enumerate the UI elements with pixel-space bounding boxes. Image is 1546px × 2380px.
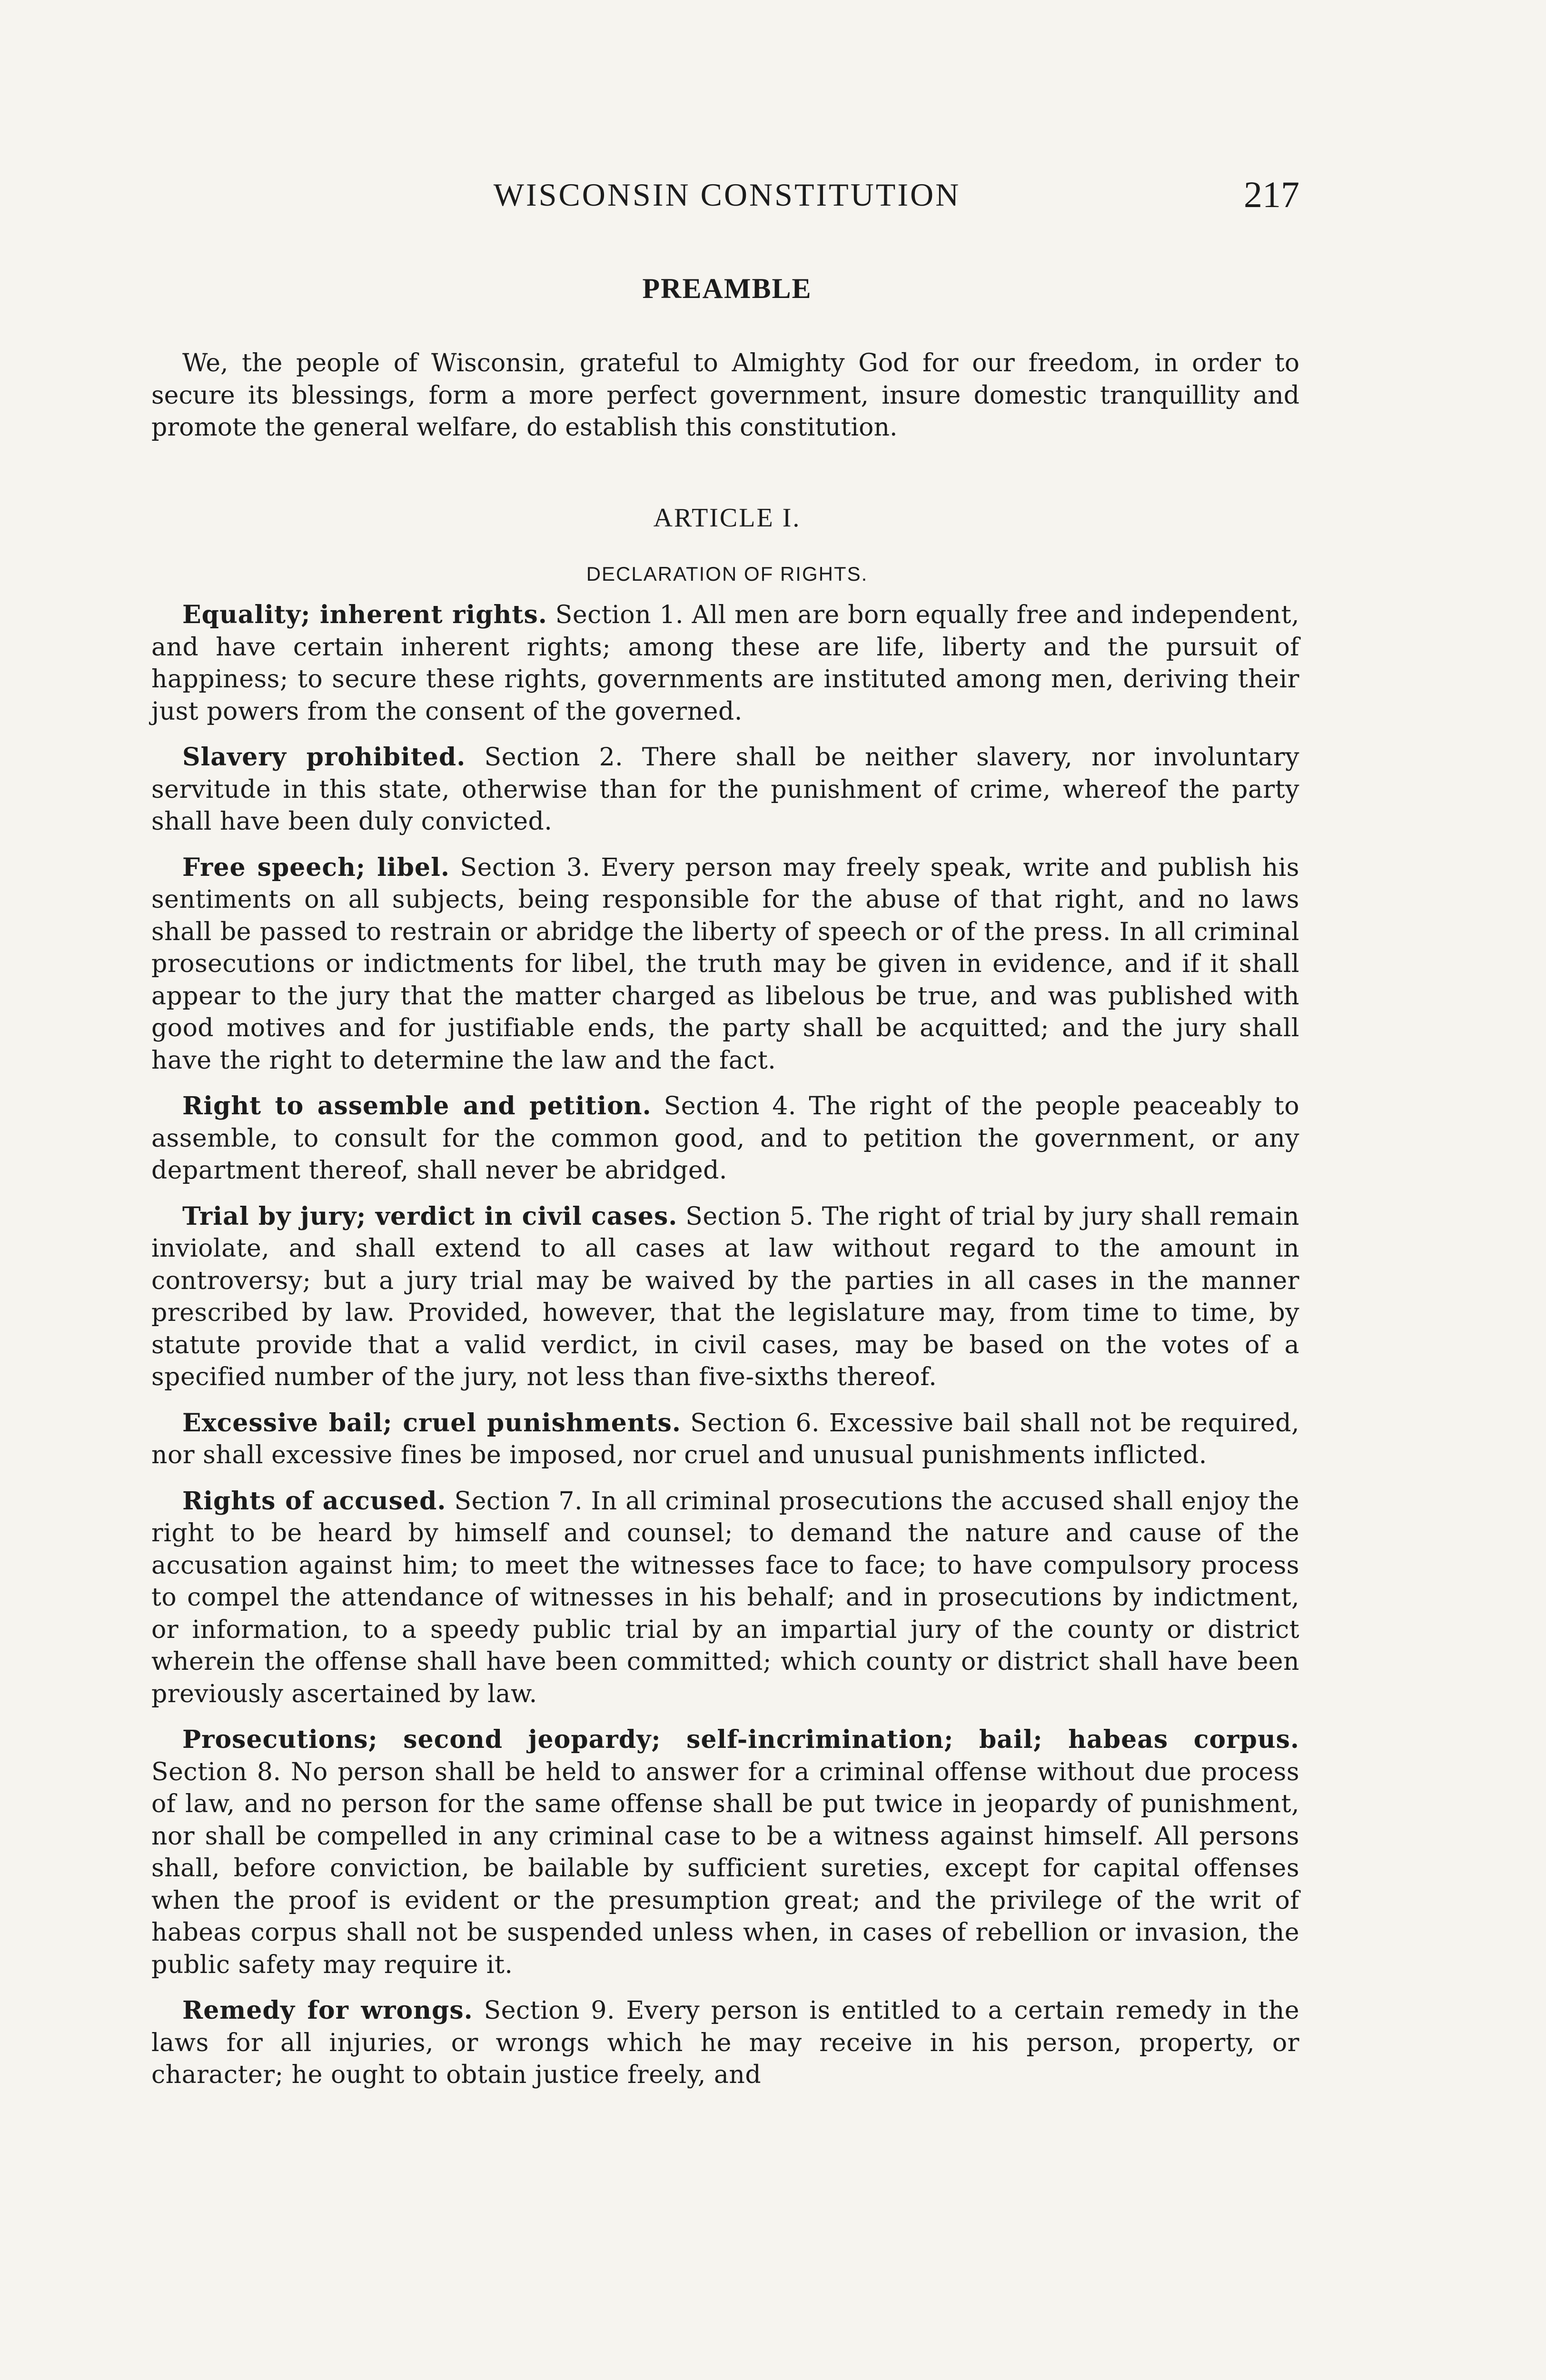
section-1 [151, 599, 1299, 728]
preamble-title: PREAMBLE [642, 273, 812, 304]
article-title: ARTICLE I. [653, 503, 801, 533]
section-6 [151, 1407, 1299, 1472]
running-header [155, 176, 1299, 224]
section-text: Section 8. No person shall be held to answer for a criminal offense without due process of law, and no person for the same offense shall be put twice in jeopardy of punishment, nor shall be compelled in any criminal case to be a witness against himself. All persons shall, before conviction, be bailable by sufficient sureties, except for capital offenses when the proof is evident or the presumption great; and the privilege of the writ of habeas corpus shall not be suspended unless when, in cases of rebellion or invasion, the public safety may require it. [151, 1757, 1299, 1979]
section-text: Section 5. The right of trial by jury shall remain inviolate, and shall extend to all cases at law without regard to the amount in controversy; but a jury trial may be waived by the parties in all cases in the manner prescribed by law. Provided, however, that the legislature may, from time to time, by statute provide that a valid verdict, in civil cases, may be based on the votes of a specified number of the jury, not less than five-sixths thereof. [151, 1202, 1299, 1391]
section-heading: Equality; inherent rights. [182, 600, 547, 629]
section-8 [151, 1724, 1299, 1981]
section-text: Section 9. Every person is entitled to a certain remedy in the laws for all injuries, or wrongs which he may receive in his person, property, or character; he ought to obtain justice freely, and [151, 1996, 1300, 2089]
section-text: Section 4. The right of the people peaceably to assemble, to consult for the common good, and to petition the government, or any department thereof, shall never be abridged. [151, 1092, 1299, 1185]
section-heading: Rights of accused. [182, 1486, 446, 1516]
section-text: Section 2. There shall be neither slavery, nor involuntary servitude in this state, otherwise than for the punishment of crime, whereof the party shall have been duly convicted. [151, 743, 1299, 836]
section-9 [151, 1994, 1299, 2092]
section-heading: Right to assemble and petition. [182, 1091, 652, 1121]
section-text: Section 6. Excessive bail shall not be required, nor shall excessive fines be imposed, nor cruel and unusual punishments inflicted. [151, 1408, 1300, 1469]
section-text: Section 7. In all criminal prosecutions the accused shall enjoy the right to be heard by himself and counsel; to demand the nature and cause of the accusation against him; to meet the witnesses face to face; to have compulsory process to compel the attendance of witnesses in his behalf; and in prosecutions by indictment, or information, to a speedy public trial by an impartial jury of the county or district wherein the offense shall have been committed; which county or district shall have been previously ascertained by law. [151, 1487, 1299, 1708]
section-heading: Free speech; libel. [182, 853, 450, 882]
article-subtitle: DECLARATION OF RIGHTS. [586, 563, 868, 585]
section-heading: Trial by jury; verdict in civil cases. [182, 1201, 678, 1231]
section-heading: Excessive bail; cruel punishments. [182, 1408, 682, 1438]
section-text: Section 1. All men are born equally free and independent, and have certain inherent rights; among these are life, liberty and the pursuit of happiness; to secure these rights, governments are instituted among men, deriving their just powers from the consent of the governed. [151, 601, 1299, 726]
section-7 [151, 1485, 1299, 1711]
running-title: WISCONSIN CONSTITUTION [493, 177, 961, 213]
section-4 [151, 1090, 1299, 1187]
section-heading: Prosecutions; second jeopardy; self-incrimination; bail; habeas corpus. [182, 1725, 1299, 1754]
section-text: Section 3. Every person may freely speak, write and publish his sentiments on all subjects, being responsible for the abuse of that right, and no laws shall be passed to restrain or abridge the liberty of speech or of the press. In all criminal prosecutions or indictments for libel, the truth may be given in evidence, and if it shall appear to the jury that the matter charged as libelous be true, and was published with good motives and for justifiable ends, the party shall be acquitted; and the jury shall have the right to determine the law and the fact. [151, 853, 1299, 1075]
sections-list [151, 599, 1299, 2105]
preamble-text: We, the people of Wisconsin, grateful to Almighty God for our freedom, in order to secure its blessings, form a more perfect government, insure domestic tranquillity and promote the general welfare, do establish this constitution. [151, 349, 1299, 442]
page-number: 217 [1244, 174, 1299, 215]
section-3 [151, 852, 1299, 1077]
section-heading: Slavery prohibited. [182, 743, 466, 772]
section-heading: Remedy for wrongs. [182, 1996, 473, 2025]
section-5 [151, 1200, 1299, 1394]
section-2 [151, 741, 1299, 838]
